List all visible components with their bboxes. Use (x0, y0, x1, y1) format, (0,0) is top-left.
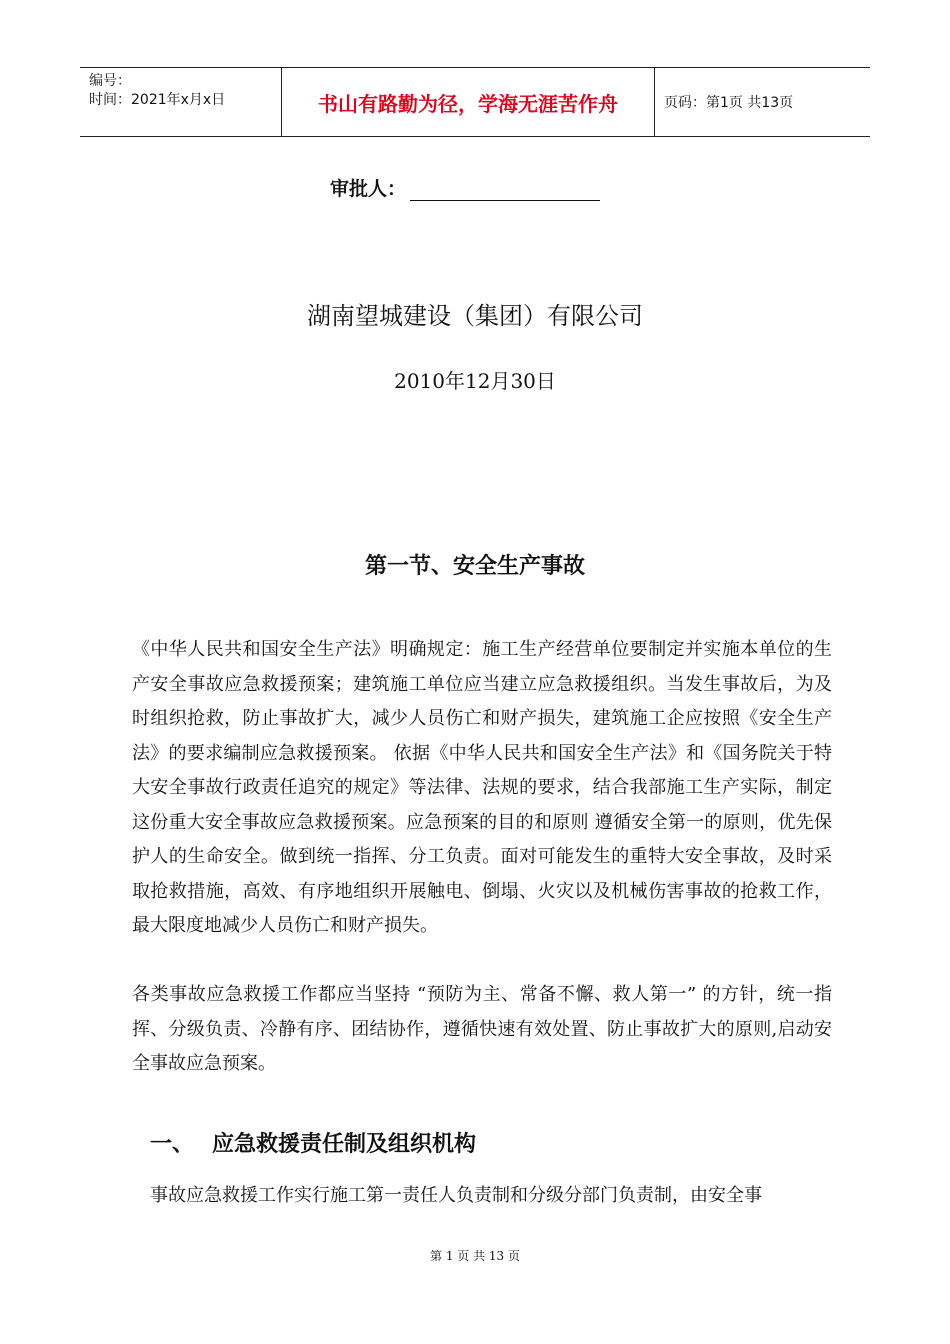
number-label: 编号： (89, 73, 131, 89)
paragraph-principles: 各类事故应急救援工作都应当坚持 “预防为主、常备不懈、救人第一” 的方针，统一指挥、分级负责、冷静有序、团结协作，遵循快速有效处置、防止事故扩大的原则,启动安全事故应急预案。 (132, 984, 832, 1074)
subheading-text: 应急救援责任制及组织机构 (212, 1132, 477, 1157)
paragraph-responsibility: 事故应急救援工作实行施工第一责任人负责制和分级分部门负责制，由安全事 (150, 1185, 762, 1206)
header-page-info: 页码：第1页 共13页 (664, 95, 794, 111)
subheading (150, 1127, 476, 1158)
header-motto: 书山有路勤为径，学海无涯苦作舟 (281, 68, 655, 136)
time-label: 时间：2021年x月x日 (89, 92, 226, 108)
page-footer: 第 1 页 共 13 页 (430, 1249, 520, 1263)
approver-signature-line (410, 180, 600, 201)
header-meta-cell (80, 68, 281, 136)
document-header (80, 67, 870, 137)
section-title: 第一节、安全生产事故 (364, 554, 585, 579)
paragraph-intro: 《中华人民共和国安全生产法》明确规定：施工生产经营单位要制定并实施本单位的生产安全事故应急救援预案；建筑施工单位应当建立应急救援组织。当发生事故后，为及时组织抢救，防止事故扩大，减少人员伤亡和财产损失，建筑施工企应按照《安全生产法》的要求编制应急救援预案。 依据《中华人民共和国安全生产法》和《国务院关于特大安全事故行政责任追究的规定》等法律、法规的要求，结合我部施工生产实际，制定这份重大安全事故应急救援预案。应急预案的目的和原则 遵循安全第一的原则，优先保护人的生命安全。做到统一指挥、分工负责。面对可能发生的重特大安全事故，及时采取抢救措施，高效、有序地组织开展触电、倒塌、火灾以及机械伤害事故的抢救工作，最大限度地减少人员伤亡和财产损失。 (132, 639, 832, 936)
company-name: 湖南望城建设（集团）有限公司 (307, 302, 643, 330)
subheading-number: 一、 (150, 1132, 195, 1157)
document-date: 2010年12月30日 (394, 369, 556, 393)
approver-label: 审批人： (330, 178, 407, 200)
approver-field (330, 174, 600, 201)
